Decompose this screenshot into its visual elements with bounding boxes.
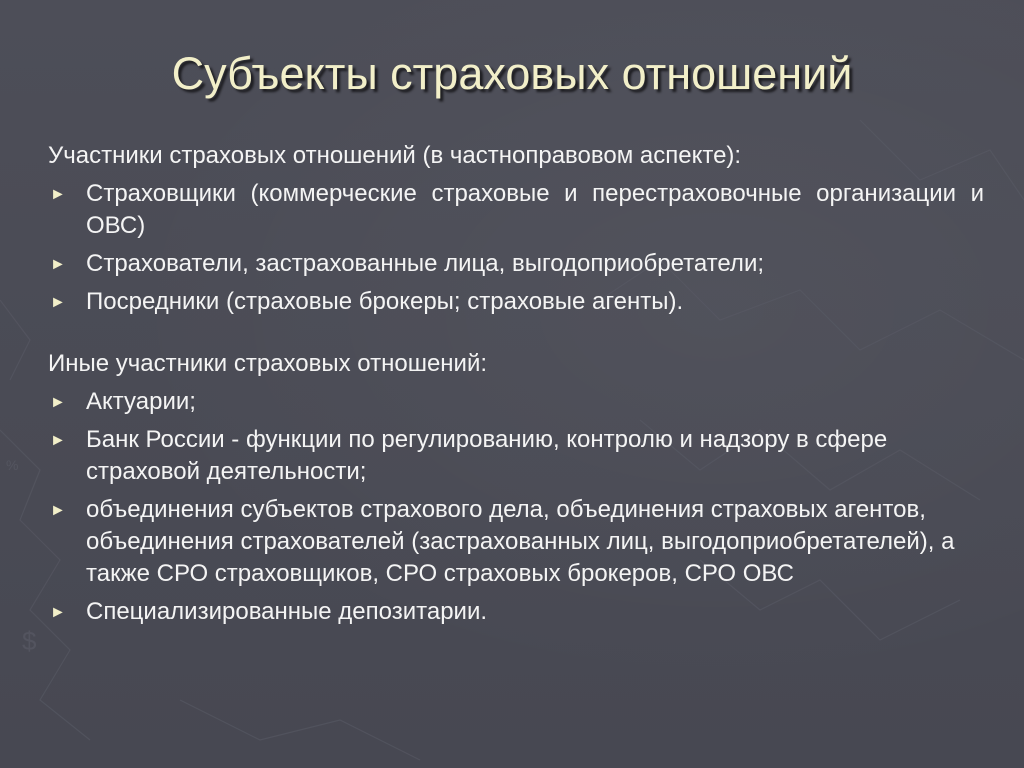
bullet-arrow-icon: ► (50, 394, 66, 411)
bullet-arrow-icon: ► (50, 294, 66, 311)
list-item-text: Посредники (страховые брокеры; страховые агенты). (86, 288, 684, 315)
list-item-text: Специализированные депозитарии. (86, 598, 488, 625)
section-heading-participants: Участники страховых отношений (в частноправовом аспекте): (48, 142, 742, 169)
list-item (48, 596, 984, 628)
bullet-arrow-icon: ► (50, 186, 66, 203)
list-item-text: Актуарии; (86, 388, 196, 415)
list-item (48, 286, 984, 318)
svg-text:%: % (6, 457, 19, 473)
bullet-arrow-icon: ► (50, 256, 66, 273)
list-item (48, 424, 984, 488)
list-item-text: объединения субъектов страхового дела, объединения страховых агентов, объединения страхователей (застрахованных лиц, выгодоприобретателей), а также СРО страховщиков, СРО страховых брокеров, СРО ОВС (86, 496, 955, 587)
list-item-text: Страхователи, застрахованные лица, выгодоприобретатели; (86, 250, 765, 277)
section-heading-other-participants: Иные участники страховых отношений: (48, 350, 488, 377)
list-item (48, 386, 984, 418)
list-item (48, 248, 984, 280)
slide-title: Субъекты страховых отношений (171, 48, 853, 99)
bullet-arrow-icon: ► (50, 604, 66, 621)
svg-text:$: $ (22, 626, 37, 656)
list-item (48, 494, 984, 590)
slide-content (48, 140, 984, 634)
bullet-arrow-icon: ► (50, 502, 66, 519)
bullet-arrow-icon: ► (50, 432, 66, 449)
list-item-text: Страховщики (коммерческие страховые и перестраховочные организации и ОВС) (86, 180, 984, 239)
list-item-text: Банк России - функции по регулированию, контролю и надзору в сфере страховой деятельности; (86, 426, 888, 485)
list-item (48, 178, 984, 242)
